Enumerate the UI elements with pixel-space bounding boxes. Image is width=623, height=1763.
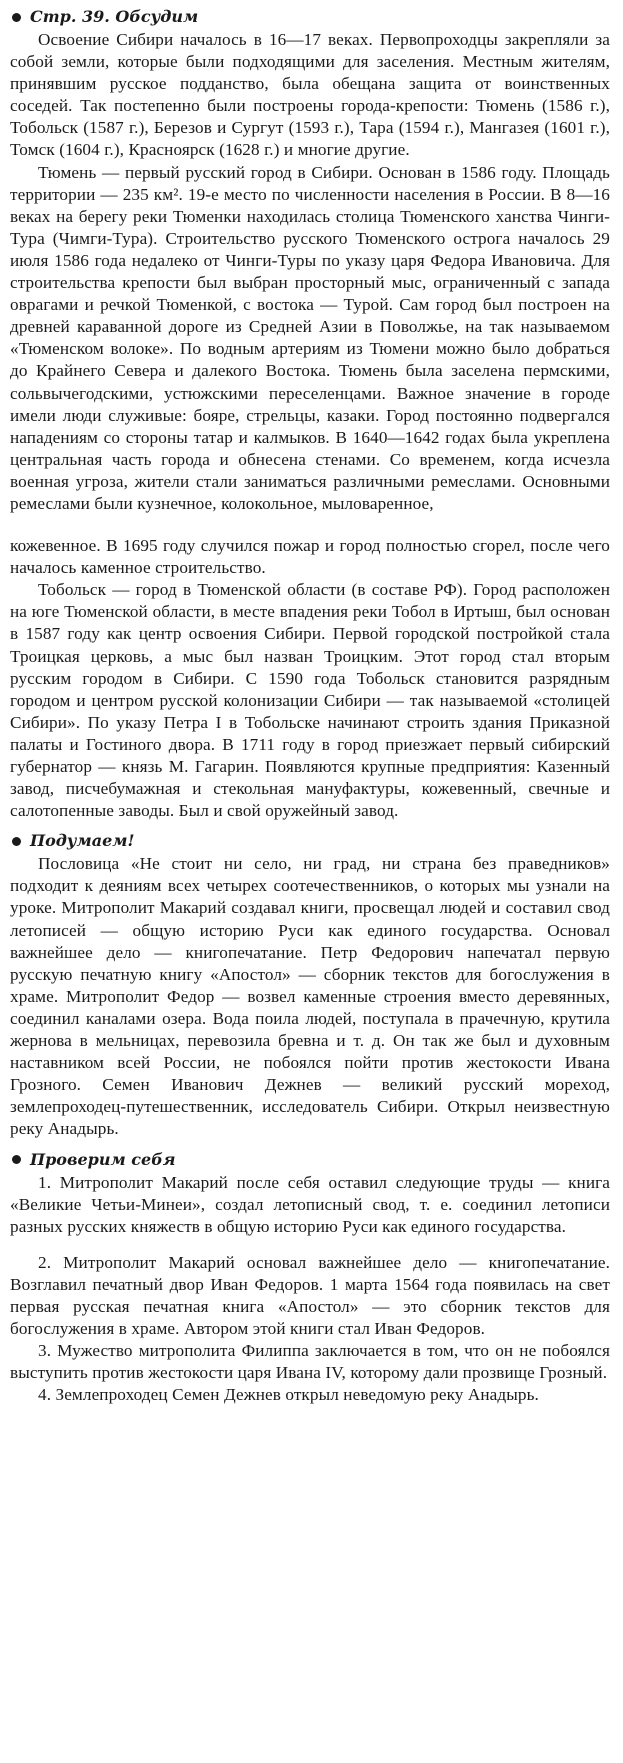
section-heading-discuss xyxy=(10,6,610,27)
heading-text: Стр. 39. Обсудим xyxy=(30,7,199,26)
section-heading-think xyxy=(10,830,610,851)
paragraph-tyumen: Тюмень — первый русский город в Сибири. Основан в 1586 году. Площадь территории — 235 км². 19-е место по численности населения в России. В 8—16 веках на берегу реки Тюменки находилась столица Тюменского ханства Чинги-Тура (Чимги-Тура). Строительство русского Тюменского острога началось 29 июля 1586 года недалеко от Чинги-Туры по указу царя Федора Ивановича. Для строительства крепости был выбран просторный мыс, ограниченный с запада оврагами и речкой Тюменкой, с востока — Турой. Сам город был построен на древней караванной дороге из Средней Азии в Поволжье, на так называемом «Тюменском волоке». По водным артериям из Тюмени можно было добраться до Крайнего Севера и далекого Востока. Тюмень была заселена пермскими, сольвычегодскими, устюжскими переселенцами. Важное значение в городе имели люди служивые: бояре, стрельцы, казаки. Город постоянно подвергался нападениям со стороны татар и калмыков. В 1640—1642 годах была укреплена центральная часть города и обнесена стенами. Со временем, когда исчезла военная угроза, жители стали заниматься различными ремеслами. Основными ремеслами были кузнечное, колокольное, мыловаренное, xyxy=(10,162,610,513)
heading-text: Подумаем! xyxy=(30,831,135,851)
textbook-page xyxy=(10,6,610,1406)
paragraph-proverb: Пословица «Не стоит ни село, ни град, ни страна без праведников» подходит к деяниям всех четырех соотечественников, о которых мы узнали на уроке. Митрополит Макарий создавал книги, просвещал людей и составил свод летописей — общую историю Руси как единого государства. Основал важнейшее дело — книгопечатание. Петр Федорович напечатал первую русскую печатную книгу «Апостол» — сборник текстов для богослужения в храме. Митрополит Федор — возвел каменные строения вместо деревянных, соединил каналами озера. Вода поила людей, поступала в прачечную, крутила жернова в мельницах, перевозила бревна и т. д. Он так же был и духовным наставником всей России, не побоялся пойти против жестокости Ивана Грозного. Семен Иванович Дежнев — великий русский мореход, землепроходец-путешественник, исследователь Сибири. Открыл неизвестную реку Анадырь. xyxy=(10,854,610,1139)
bullet-icon xyxy=(12,1155,21,1164)
section-heading-check xyxy=(10,1149,610,1170)
answer-1: 1. Митрополит Макарий после себя оставил следующие труды — книга «Великие Четьи-Минеи», создал летописный свод, т. е. соединил летописи разных русских княжеств в общую историю Руси как единого государства. xyxy=(10,1172,610,1236)
answer-3: 3. Мужество митрополита Филиппа заключается в том, что он не побоялся выступить против жестокости царя Ивана IV, которому дали прозвище Грозный. xyxy=(10,1341,610,1383)
bullet-icon xyxy=(12,837,21,846)
heading-text: Проверим себя xyxy=(30,1149,176,1169)
bullet-icon xyxy=(12,13,21,22)
paragraph-tyumen-continued: кожевенное. В 1695 году случился пожар и город полностью сгорел, после чего началось каменное строительство. xyxy=(10,536,610,578)
answer-2: 2. Митрополит Макарий основал важнейшее дело — книгопечатание. Возглавил печатный двор Иван Федоров. 1 марта 1564 года появилась на свет первая русская печатная книга «Апостол» — это сборник текстов для богослужения в храме. Автором этой книги стал Иван Федоров. xyxy=(10,1252,610,1339)
answer-4: 4. Землепроходец Семен Дежнев открыл неведомую реку Анадырь. xyxy=(38,1385,539,1405)
paragraph-tobolsk: Тобольск — город в Тюменской области (в составе РФ). Город расположен на юге Тюменской области, в месте впадения реки Тобол в Иртыш, был основан в 1587 году как центр освоения Сибири. Первой городской постройкой стала Троицкая церковь, а мыс был назван Троицким. Этот город стал вторым русским городом в Сибири. С 1590 года Тобольск становится разрядным городом и центром русской колонизации Сибири — так называемой «столицей Сибири». По указу Петра I в Тобольске начинают строить здания Приказной палаты и Гостиного двора. В 1711 году в город приезжает первый сибирский губернатор — князь М. Гагарин. Появляются крупные предприятия: Казенный завод, писчебумажная и стекольная мануфактуры, кожевенный, свечные и салотопенные заводы. Был и свой оружейный завод. xyxy=(10,580,610,821)
paragraph-siberia-intro: Освоение Сибири началось в 16—17 веках. Первопроходцы закрепляли за собой земли, которые были подходящими для заселения. Местным жителям, принявшим русское подданство, была обещана защита от воинственных соседей. Так постепенно были построены города-крепости: Тюмень (1586 г.), Тобольск (1587 г.), Березов и Сургут (1593 г.), Тара (1594 г.), Мангазея (1601 г.), Томск (1604 г.), Красноярск (1628 г.) и многие другие. xyxy=(10,30,610,160)
